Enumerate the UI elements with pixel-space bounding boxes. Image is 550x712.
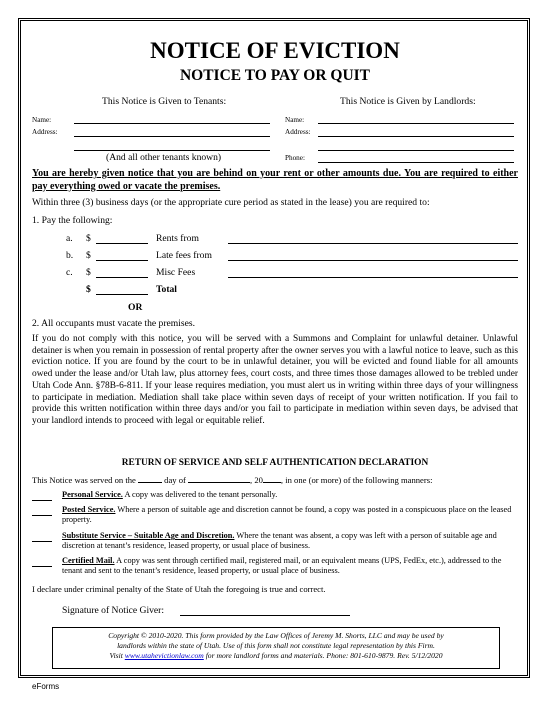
- personal-service-checkbox[interactable]: [32, 500, 52, 501]
- eforms-label: eForms: [32, 682, 60, 691]
- served-date-field[interactable]: [138, 482, 162, 483]
- served-year-field[interactable]: [263, 482, 281, 483]
- declaration: I declare under criminal penalty of the State of Utah the foregoing is true and correct.: [32, 584, 326, 594]
- certified-mail-checkbox[interactable]: [32, 566, 52, 567]
- tenants-heading: This Notice is Given to Tenants:: [102, 96, 227, 107]
- service-text: A copy was delivered to the tenant personally.: [122, 490, 278, 499]
- landlord-phone-field[interactable]: [318, 162, 514, 163]
- page-subtitle: NOTICE TO PAY OR QUIT: [179, 67, 371, 84]
- footer-line-3-text: for more landlord forms and materials. Phone: 801-610-9879. Rev. 5/12/2020: [203, 651, 443, 661]
- rents-amount-field[interactable]: [96, 243, 148, 244]
- within-text: Within three (3) business days (or the appropriate cure period as stated in the lease) you are required to:: [32, 197, 430, 208]
- served-prefix: This Notice was served on the: [32, 475, 136, 485]
- fee-label: Misc Fees: [156, 267, 196, 278]
- vacate-item: 2. All occupants must vacate the premises.: [32, 318, 196, 329]
- service-text: A copy was sent through certified mail, registered mail, or an equivalent means (UPS, FedEx, etc.), addressed to the tenant and sent to the tenant’s residence, leased property, or usual place of business.: [62, 556, 502, 576]
- fee-currency: $: [86, 250, 91, 261]
- landlord-name-field[interactable]: [318, 123, 514, 124]
- landlord-phone-label: Phone:: [285, 154, 305, 162]
- served-line: [32, 475, 432, 485]
- footer-visit: Visit: [109, 651, 125, 661]
- landlord-address-field[interactable]: [318, 136, 514, 137]
- tenant-address-label: Address:: [32, 128, 58, 136]
- served-suffix: , in one (or more) of the following manners:: [280, 475, 433, 485]
- return-heading: RETURN OF SERVICE AND SELF AUTHENTICATION DECLARATION: [121, 458, 429, 468]
- misc-fees-amount-field[interactable]: [96, 277, 148, 278]
- landlord-address-field-2[interactable]: [318, 150, 514, 151]
- fee-currency: $: [86, 267, 91, 278]
- landlord-address-label: Address:: [285, 128, 311, 136]
- total-currency: $: [86, 284, 91, 295]
- service-title: Posted Service.: [62, 505, 116, 514]
- signature-label: Signature of Notice Giver:: [62, 605, 165, 616]
- service-text: Where a person of suitable age and discretion cannot be found, a copy was posted in a conspicuous place on the leased property.: [62, 505, 512, 525]
- footer-line-3: [53, 651, 499, 661]
- service-text: Where the tenant was absent, a copy was left with a person of suitable age and discretion at tenant’s residence, leased property, or usual place of business.: [62, 531, 497, 551]
- all-other-tenants: (And all other tenants known): [106, 152, 222, 163]
- posted-service-item: [62, 505, 518, 526]
- fee-label: Late fees from: [156, 250, 212, 261]
- or-label: OR: [128, 302, 143, 313]
- service-title: Personal Service.: [62, 490, 123, 499]
- fee-currency: $: [86, 233, 91, 244]
- served-day: day of: [164, 475, 186, 485]
- tenant-name-field[interactable]: [74, 123, 270, 124]
- signature-field[interactable]: [180, 615, 350, 616]
- fee-letter: a.: [66, 233, 73, 244]
- served-year: , 20: [250, 475, 263, 485]
- landlords-heading: This Notice is Given by Landlords:: [340, 96, 476, 107]
- total-amount-field[interactable]: [96, 294, 148, 295]
- copyright-box: [52, 627, 500, 669]
- footer-line-2: landlords within the state of Utah. Use of this form shall not constitute legal representation by this Firm.: [117, 641, 435, 651]
- total-label: Total: [156, 284, 177, 295]
- late-fees-period-field[interactable]: [228, 260, 518, 261]
- tenant-address-field[interactable]: [74, 136, 270, 137]
- service-title: Substitute Service – Suitable Age and Discretion.: [62, 531, 235, 540]
- website-link[interactable]: www.utahevictionlaw.com: [124, 651, 204, 661]
- behind-notice: You are hereby given notice that you are behind on your rent or other amounts due. You are required to either pay everything owed or vacate the premises.: [32, 168, 518, 192]
- service-title: Certified Mail.: [62, 556, 115, 565]
- certified-mail-item: [62, 556, 518, 577]
- tenant-name-label: Name:: [32, 116, 52, 124]
- substitute-service-checkbox[interactable]: [32, 541, 52, 542]
- footer-line-1: Copyright © 2010-2020. This form provided by the Law Offices of Jeremy M. Shorts, LLC and may be used by: [108, 631, 444, 640]
- fee-letter: c.: [66, 267, 73, 278]
- posted-service-checkbox[interactable]: [32, 515, 52, 516]
- pay-heading: 1. Pay the following:: [32, 215, 113, 226]
- fee-label: Rents from: [156, 233, 199, 244]
- landlord-name-label: Name:: [285, 116, 305, 124]
- rents-period-field[interactable]: [228, 243, 518, 244]
- late-fees-amount-field[interactable]: [96, 260, 148, 261]
- substitute-service-item: [62, 531, 518, 552]
- page-title: NOTICE OF EVICTION: [150, 38, 400, 63]
- misc-fees-description-field[interactable]: [228, 277, 518, 278]
- fee-letter: b.: [66, 250, 74, 261]
- personal-service-item: [62, 490, 518, 500]
- tenant-address-field-2[interactable]: [74, 150, 270, 151]
- served-month-field[interactable]: [188, 482, 250, 483]
- body-paragraph: If you do not comply with this notice, you will be served with a Summons and Complaint for unlawful detainer. Unlawful detainer is when you remain in possession of rental property after the owner serves you with a lawful notice to leave, such as this eviction notice. If you are found by the court to be in unlawful detainer, you will be evicted and found liable for all amounts owed under the lease and/or Utah law, plus attorney fees, court costs, and three times those damages allowed to be trebled under Utah Code Ann. §78B-6-811. If your lease requires mediation, you must alert us in writing within three days of your willingness to participate in mediation. Mediation shall take place within seven days of receipt of your written notification. If you fail to provide this written notification within three days and/or you fail to participate in mediation within seven days, be advised that your landlord intends to proceed with legal or equitable relief.: [32, 334, 518, 426]
